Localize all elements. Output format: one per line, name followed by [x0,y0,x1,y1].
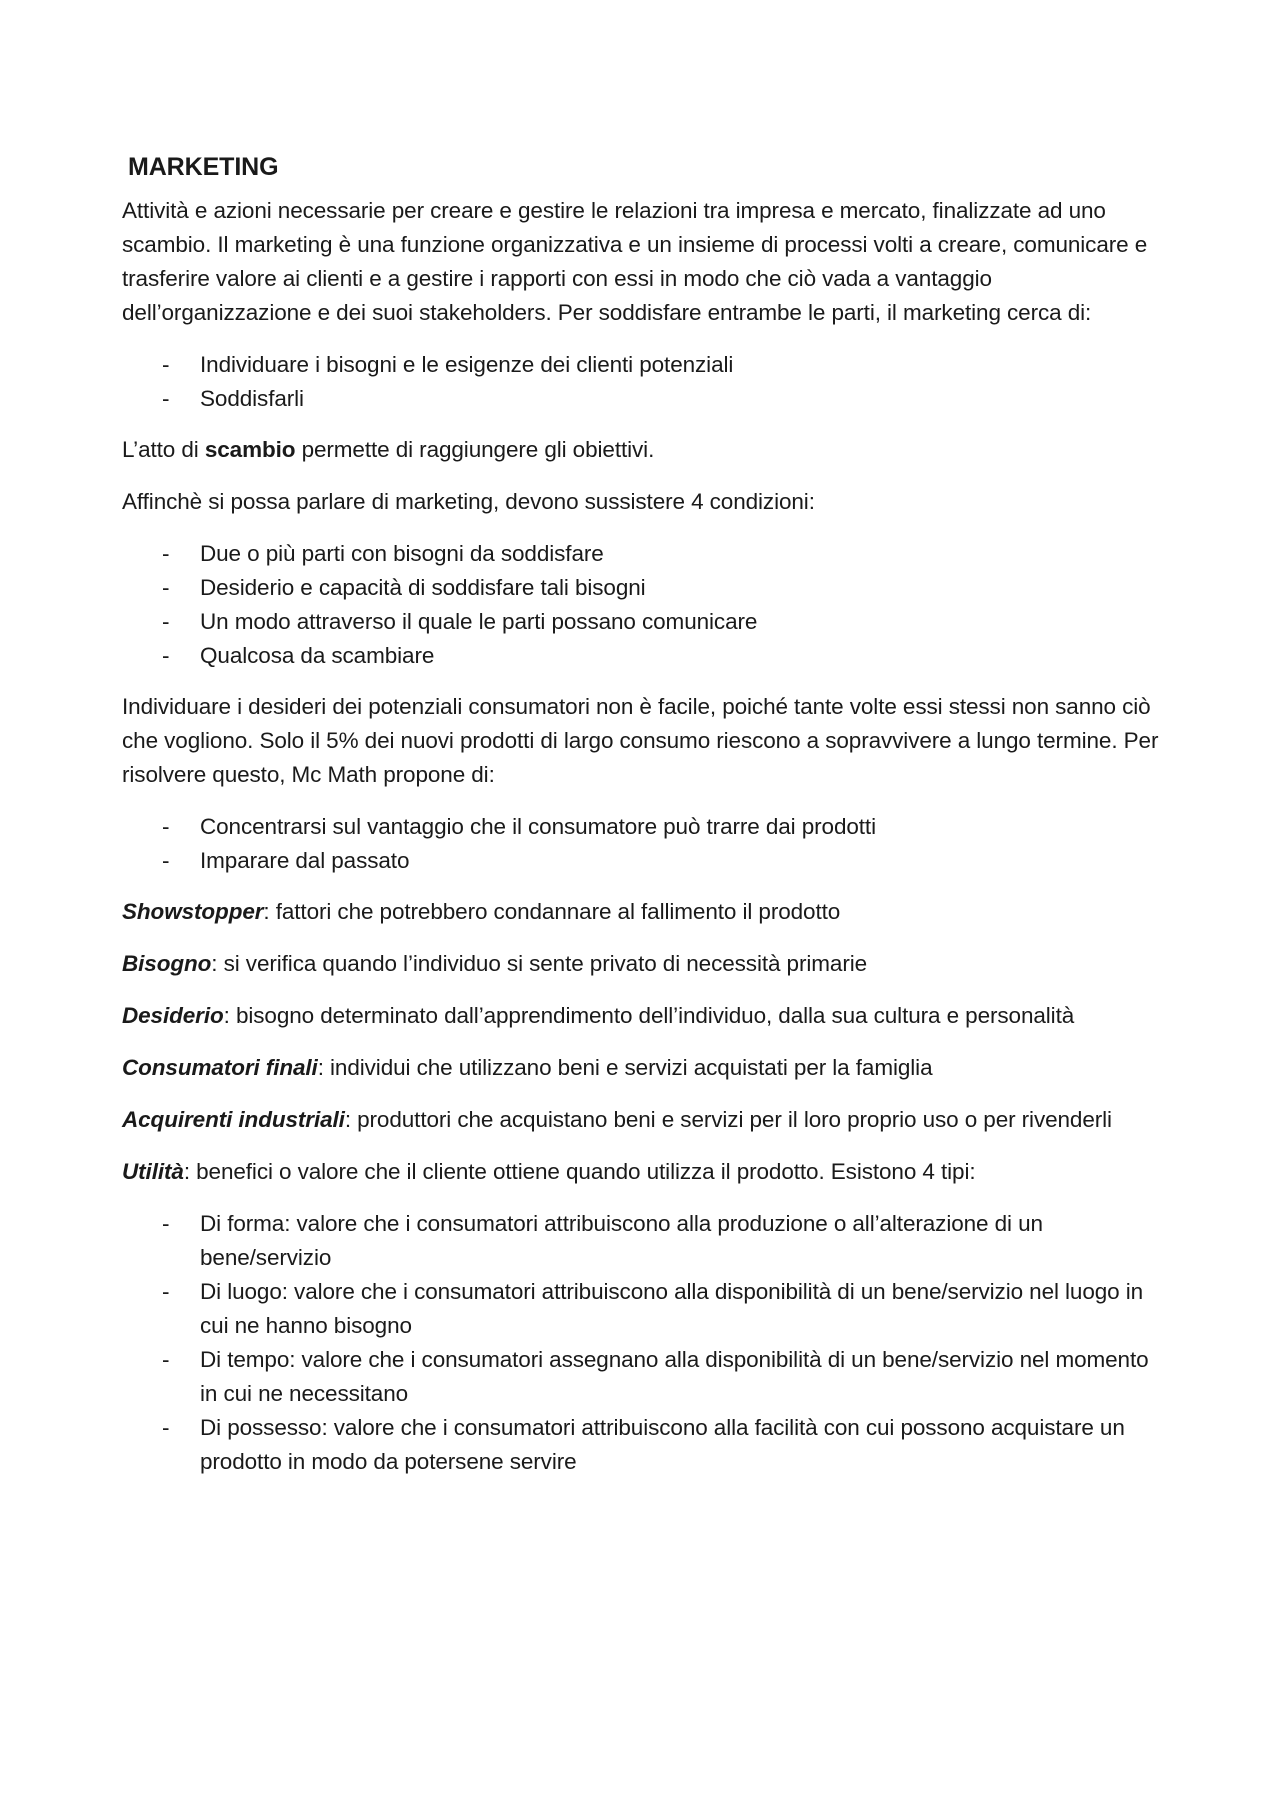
desires-paragraph: Individuare i desideri dei potenziali consumatori non è facile, poiché tante volte essi stessi non sanno ciò che vogliono. Solo il 5% dei nuovi prodotti di largo consumo riescono a sopravvivere a lungo termine. Per risolvere questo, Mc Math propone di: [122,694,1159,787]
list-item-text: Di forma: valore che i consumatori attribuiscono alla produzione o all’alterazione di un bene/servizio [200,1211,1043,1270]
list-item [122,348,1162,382]
list-item [122,382,1162,416]
definition-term: Showstopper [122,899,264,924]
page-title: MARKETING [128,153,279,181]
definition-term: Desiderio [122,1003,224,1028]
definition-text: : bisogno determinato dall’apprendimento dell’individuo, dalla sua cultura e personalità [223,1003,1075,1028]
dash-bullet: - [162,643,170,668]
definition-acquirenti-industriali [122,1103,1162,1137]
conditions-list [122,537,1162,673]
document-page [122,150,1162,1496]
list-item [122,1275,1162,1343]
dash-bullet: - [162,386,170,411]
list-item-text: Imparare dal passato [200,848,410,873]
definition-term: Acquirenti industriali [122,1107,345,1132]
definition-bisogno [122,947,1162,981]
definition-utilita [122,1155,1162,1189]
list-item [122,1343,1162,1411]
definition-term: Consumatori finali [122,1055,318,1080]
list-item-text: Un modo attraverso il quale le parti possano comunicare [200,609,758,634]
list-item [122,639,1162,673]
list-item [122,810,1162,844]
dash-bullet: - [162,575,170,600]
dash-bullet: - [162,1211,170,1236]
definition-term: Bisogno [122,951,212,976]
definition-consumatori-finali [122,1051,1162,1085]
list-item-text: Due o più parti con bisogni da soddisfare [200,541,604,566]
definition-text: : benefici o valore che il cliente ottiene quando utilizza il prodotto. Esistono 4 tipi: [183,1159,976,1184]
definition-desiderio [122,999,1162,1033]
mcmath-list [122,810,1162,878]
definition-showstopper [122,895,1162,929]
definition-text: : fattori che potrebbero condannare al fallimento il prodotto [263,899,841,924]
list-item-text: Soddisfarli [200,386,304,411]
definition-term: Utilità [122,1159,184,1184]
list-item [122,537,1162,571]
dash-bullet: - [162,352,170,377]
list-item-text: Qualcosa da scambiare [200,643,435,668]
definition-text: : produttori che acquistano beni e servizi per il loro proprio uso o per rivenderli [344,1107,1112,1132]
marketing-goals-list [122,348,1162,416]
definition-text: : si verifica quando l’individuo si sente privato di necessità primarie [211,951,868,976]
list-item-text: Desiderio e capacità di soddisfare tali bisogni [200,575,646,600]
list-item [122,571,1162,605]
exchange-paragraph [122,433,1162,467]
list-item-text: Di luogo: valore che i consumatori attribuiscono alla disponibilità di un bene/servizio nel luogo in cui ne hanno bisogno [200,1279,1144,1338]
utility-types-list [122,1207,1162,1479]
definition-text: : individui che utilizzano beni e servizi acquistati per la famiglia [317,1055,933,1080]
list-item [122,844,1162,878]
dash-bullet: - [162,541,170,566]
dash-bullet: - [162,814,170,839]
dash-bullet: - [162,848,170,873]
intro-paragraph: Attività e azioni necessarie per creare e gestire le relazioni tra impresa e mercato, finalizzate ad uno scambio. Il marketing è una funzione organizzativa e un insieme di processi volti a creare, comunicare e trasferire valore ai clienti e a gestire i rapporti con essi in modo che ciò vada a vantaggio dell’organizzazione e dei suoi stakeholders. Per soddisfare entrambe le parti, il marketing cerca di: [122,198,1148,325]
list-item-text: Concentrarsi sul vantaggio che il consumatore può trarre dai prodotti [200,814,876,839]
dash-bullet: - [162,1415,170,1440]
dash-bullet: - [162,1347,170,1372]
list-item-text: Di possesso: valore che i consumatori attribuiscono alla facilità con cui possono acquistare un prodotto in modo da potersene servire [200,1415,1125,1474]
dash-bullet: - [162,1279,170,1304]
exchange-text-after: permette di raggiungere gli obiettivi. [295,437,655,462]
list-item [122,1411,1162,1479]
conditions-intro: Affinchè si possa parlare di marketing, devono sussistere 4 condizioni: [122,489,815,514]
list-item [122,605,1162,639]
dash-bullet: - [162,609,170,634]
exchange-text-before: L’atto di [122,437,205,462]
list-item [122,1207,1162,1275]
list-item-text: Individuare i bisogni e le esigenze dei clienti potenziali [200,352,734,377]
exchange-keyword: scambio [204,437,296,462]
list-item-text: Di tempo: valore che i consumatori assegnano alla disponibilità di un bene/servizio nel momento in cui ne necessitano [200,1347,1149,1406]
